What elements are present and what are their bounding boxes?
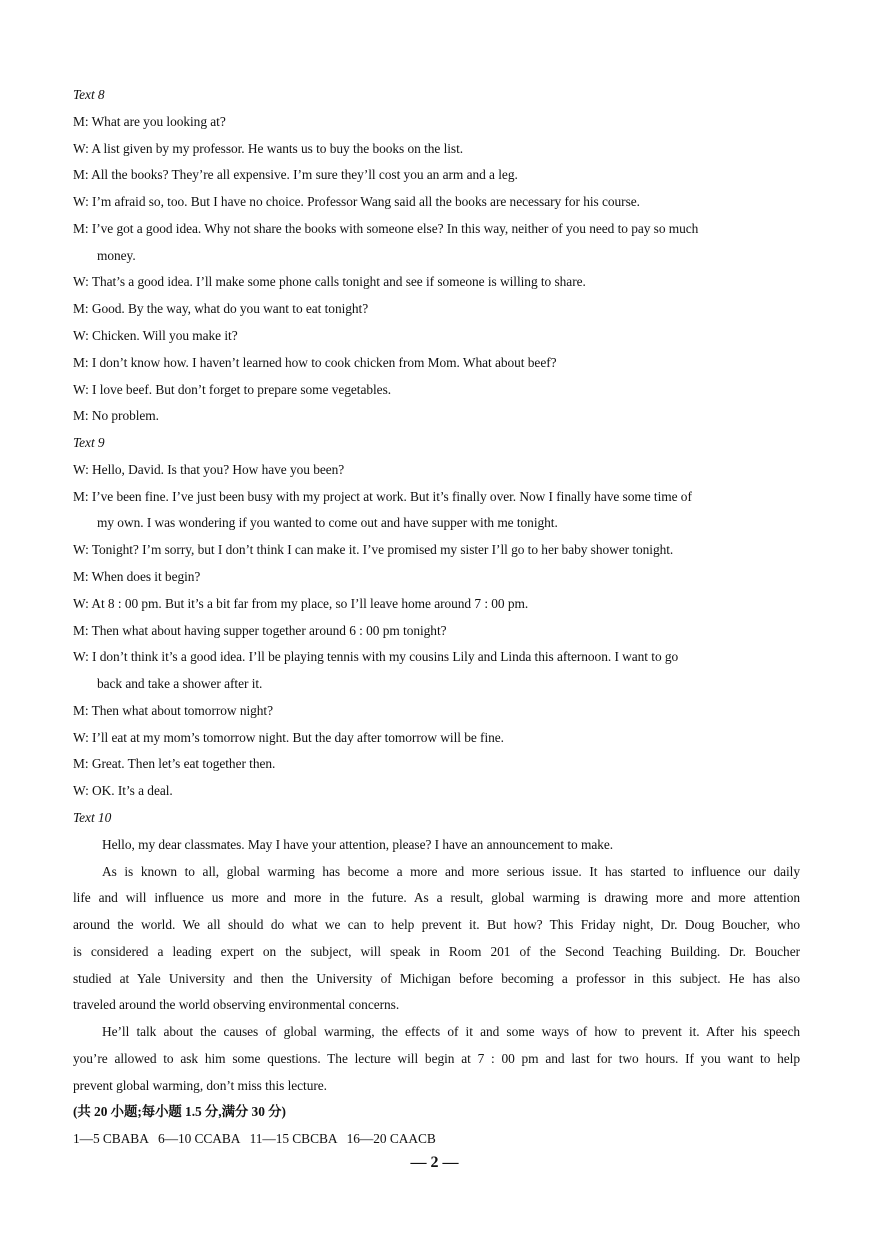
paragraph-line: prevent global warming, don’t miss this lecture. bbox=[73, 1078, 327, 1093]
dialogue-line: W: At 8 : 00 pm. But it’s a bit far from my place, so I’ll leave home around 7 : 00 pm. bbox=[73, 596, 529, 611]
dialogue-line: W: That’s a good idea. I’ll make some phone calls tonight and see if someone is willing to share. bbox=[73, 274, 586, 289]
paragraph-line: around the world. We all should do what we can to help prevent it. But how? This Friday night, Dr. Doug Boucher, who bbox=[73, 917, 800, 932]
dialogue-line: M: No problem. bbox=[73, 408, 159, 423]
dialogue-line: W: Chicken. Will you make it? bbox=[73, 328, 238, 343]
dialogue-line: W: Tonight? I’m sorry, but I don’t think I can make it. I’ve promised my sister I’ll go to her baby shower tonight. bbox=[73, 542, 674, 557]
dialogue-line: W: I don’t think it’s a good idea. I’ll be playing tennis with my cousins Lily and Linda this afternoon. I want to go bbox=[73, 649, 679, 664]
text9-heading: Text 9 bbox=[73, 435, 105, 450]
dialogue-line: M: When does it begin? bbox=[73, 569, 201, 584]
paragraph-line: As is known to all, global warming has become a more and more serious issue. It has started to influence our daily bbox=[102, 864, 800, 879]
text8-heading: Text 8 bbox=[73, 87, 105, 102]
page-number: — 2 — bbox=[410, 1154, 459, 1171]
dialogue-line: M: Then what about having supper together around 6 : 00 pm tonight? bbox=[73, 623, 447, 638]
dialogue-line: W: I’ll eat at my mom’s tomorrow night. But the day after tomorrow will be fine. bbox=[73, 730, 504, 745]
dialogue-line: W: OK. It’s a deal. bbox=[73, 783, 173, 798]
dialogue-line: M: I’ve got a good idea. Why not share the books with someone else? In this way, neither of you need to pay so much bbox=[73, 221, 699, 236]
dialogue-line: M: I don’t know how. I haven’t learned how to cook chicken from Mom. What about beef? bbox=[73, 355, 557, 370]
paragraph-line: studied at Yale University and then the University of Michigan before becoming a professor in this subject. He has also bbox=[73, 971, 800, 986]
text10-heading: Text 10 bbox=[73, 810, 112, 825]
dialogue-line: M: Great. Then let’s eat together then. bbox=[73, 756, 276, 771]
paragraph-line: is considered a leading expert on the subject, will speak in Room 201 of the Second Teaching Building. Dr. Boucher bbox=[73, 944, 800, 959]
paragraph-line: traveled around the world observing environmental concerns. bbox=[73, 997, 400, 1012]
dialogue-line: M: Then what about tomorrow night? bbox=[73, 703, 273, 718]
paragraph-line: Hello, my dear classmates. May I have your attention, please? I have an announcement to make. bbox=[102, 837, 614, 852]
scoring-note: (共 20 小题;每小题 1.5 分,满分 30 分) bbox=[73, 1104, 286, 1119]
answer-key: 1—5 CBABA 6—10 CCABA 11—15 CBCBA 16—20 CAACB bbox=[73, 1131, 436, 1146]
dialogue-line-continuation: my own. I was wondering if you wanted to come out and have supper with me tonight. bbox=[97, 515, 558, 530]
dialogue-line: M: All the books? They’re all expensive. I’m sure they’ll cost you an arm and a leg. bbox=[73, 167, 518, 182]
dialogue-line: M: What are you looking at? bbox=[73, 114, 226, 129]
dialogue-line: M: I’ve been fine. I’ve just been busy with my project at work. But it’s finally over. Now I finally have some time of bbox=[73, 489, 692, 504]
dialogue-line: W: I love beef. But don’t forget to prepare some vegetables. bbox=[73, 382, 392, 397]
dialogue-line: W: Hello, David. Is that you? How have you been? bbox=[73, 462, 345, 477]
paragraph-line: life and will influence us more and more in the future. As a result, global warming is drawing more and more attention bbox=[73, 890, 800, 905]
paragraph-line: you’re allowed to ask him some questions. The lecture will begin at 7 : 00 pm and last for two hours. If you want to help bbox=[73, 1051, 800, 1066]
dialogue-line: M: Good. By the way, what do you want to eat tonight? bbox=[73, 301, 369, 316]
dialogue-line: W: I’m afraid so, too. But I have no choice. Professor Wang said all the books are necessary for his course. bbox=[73, 194, 640, 209]
dialogue-line: W: A list given by my professor. He wants us to buy the books on the list. bbox=[73, 141, 464, 156]
dialogue-line-continuation: back and take a shower after it. bbox=[97, 676, 263, 691]
paragraph-line: He’ll talk about the causes of global warming, the effects of it and some ways of how to prevent it. After his speech bbox=[102, 1024, 800, 1039]
dialogue-line-continuation: money. bbox=[97, 248, 136, 263]
